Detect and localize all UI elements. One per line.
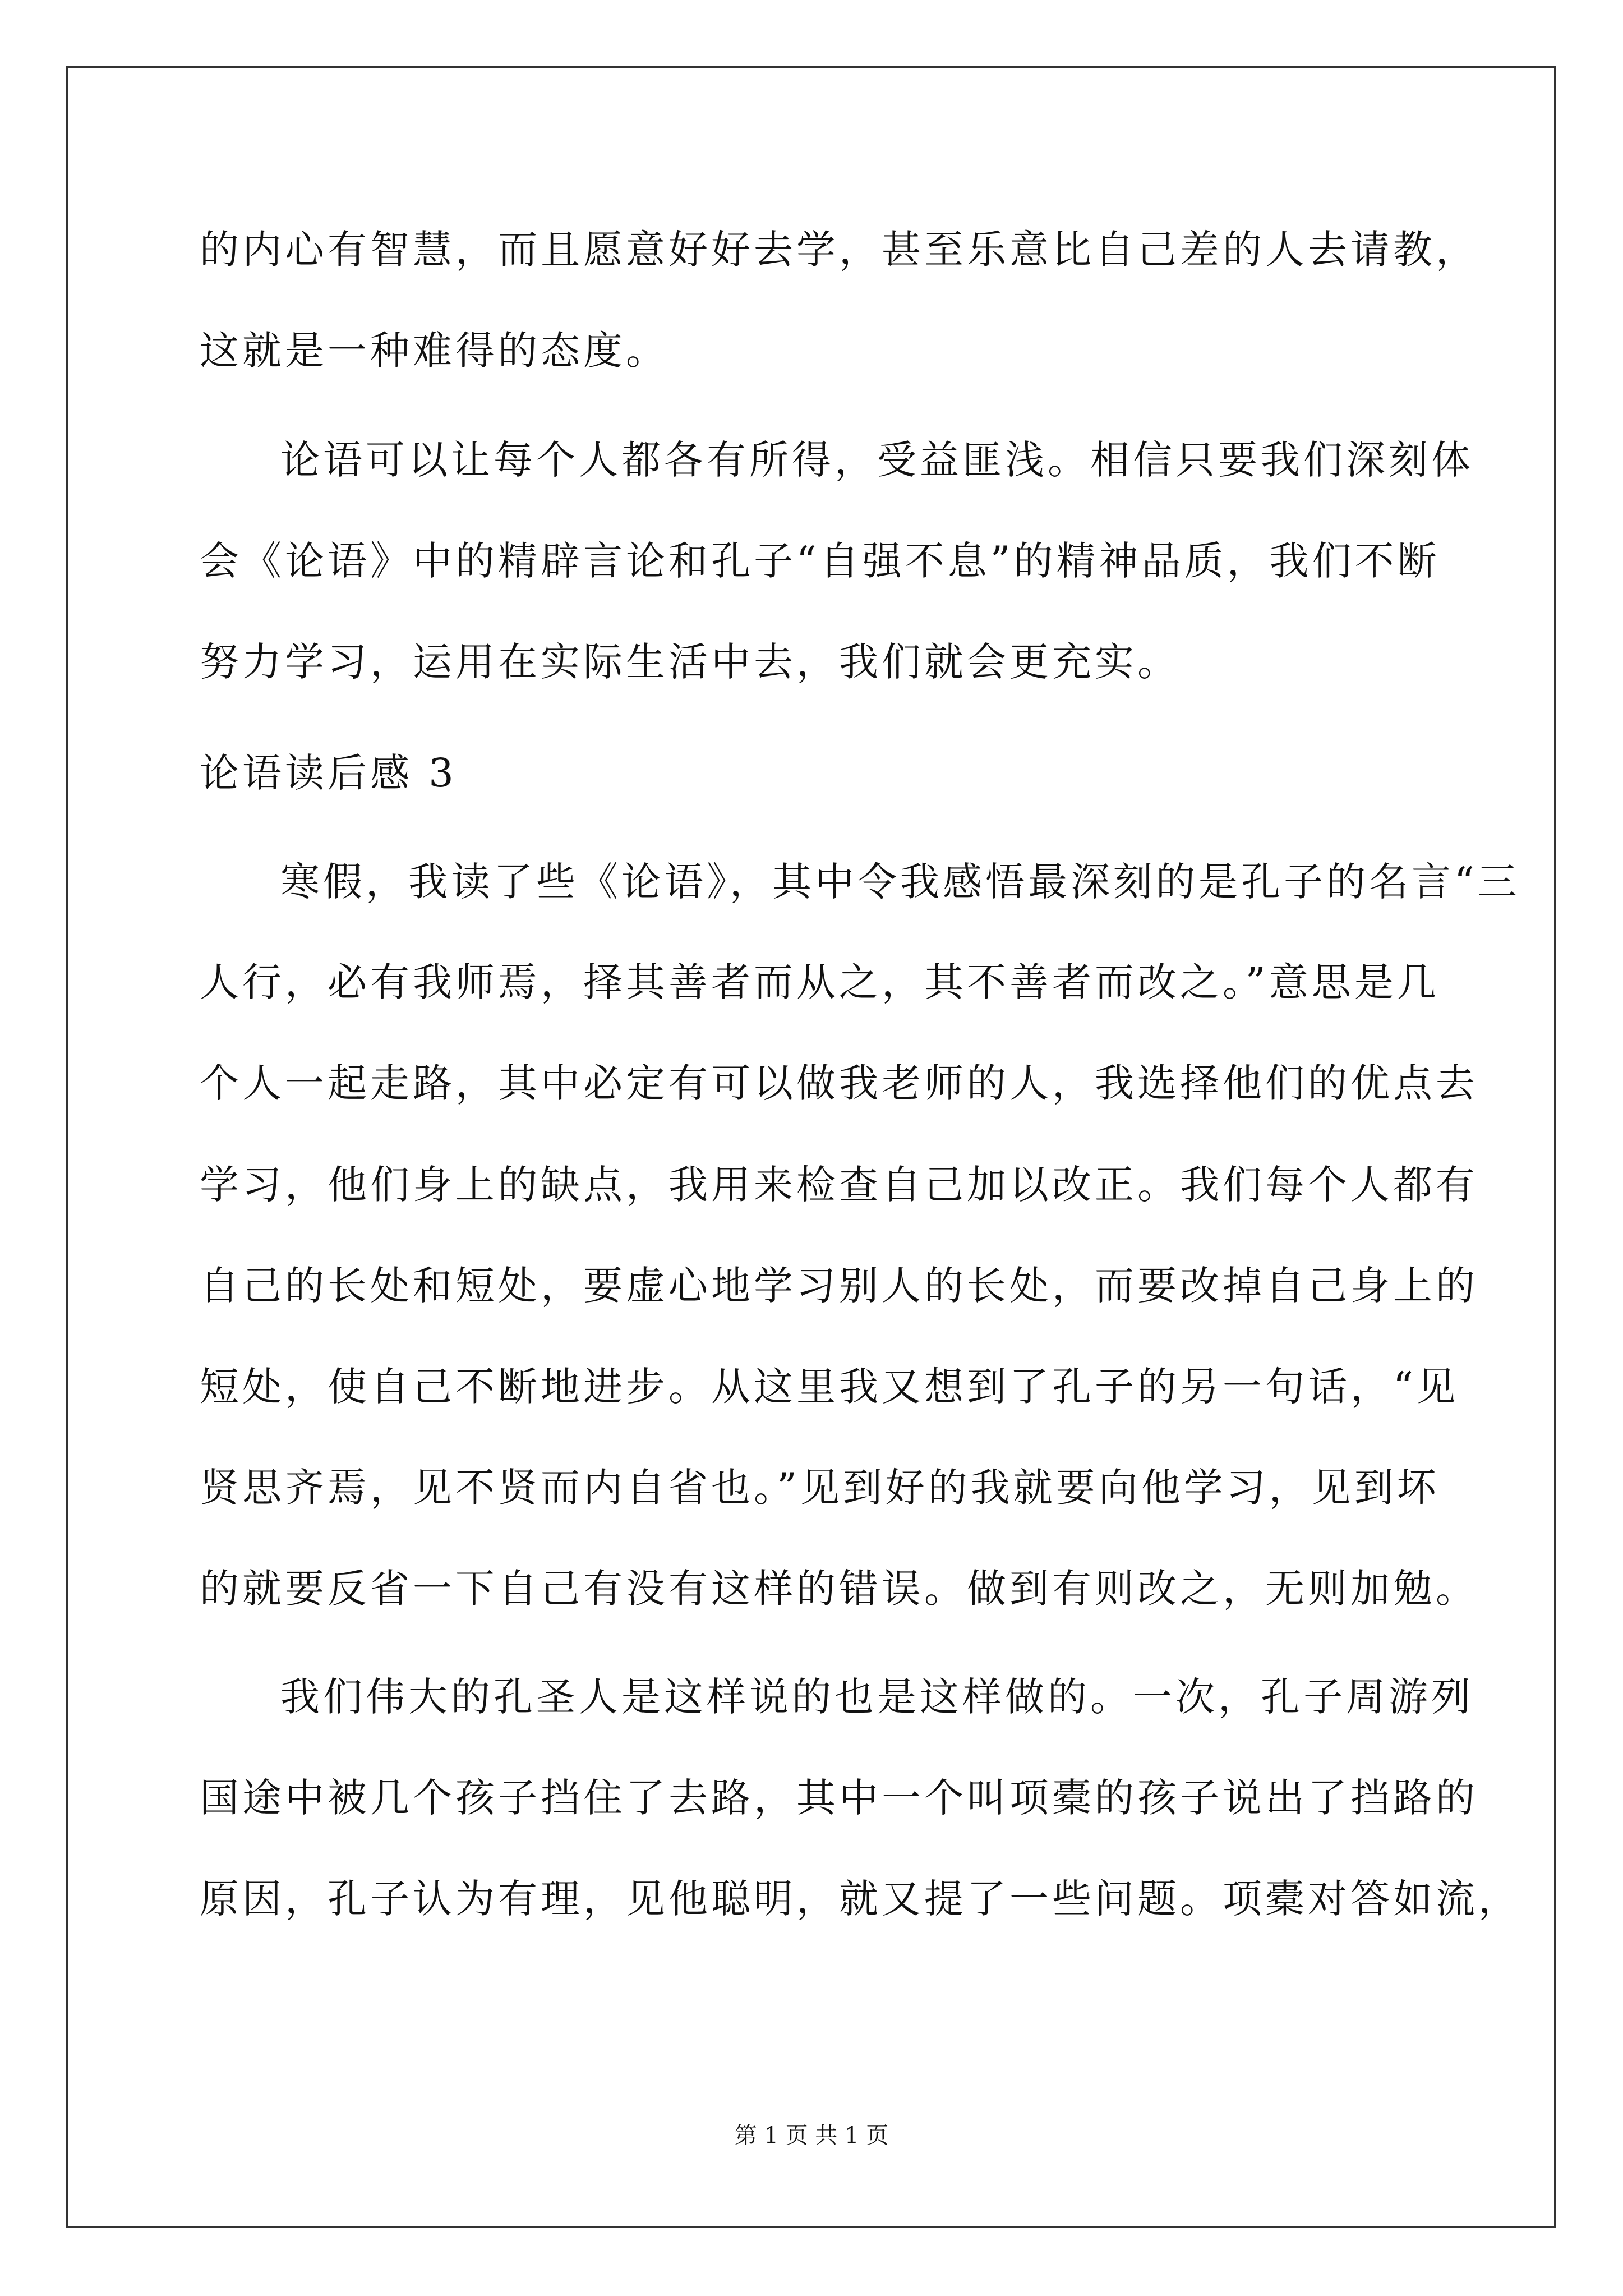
text-line: 人行，必有我师焉，择其善者而从之，其不善者而改之。”意思是几 xyxy=(200,959,1440,1005)
paragraph-start: 我们伟大的孔圣人是这样说的也是这样做的。一次，孔子周游列 xyxy=(280,1674,1474,1720)
text-line: 学习，他们身上的缺点，我用来检查自己加以改正。我们每个人都有 xyxy=(200,1162,1478,1208)
text-line: 自己的长处和短处，要虚心地学习别人的长处，而要改掉自己身上的 xyxy=(200,1263,1478,1309)
text-line: 短处，使自己不断地进步。从这里我又想到了孔子的另一句话，“见 xyxy=(200,1364,1459,1410)
page-footer: 第 1 页 共 1 页 xyxy=(734,2123,889,2148)
text-line: 这就是一种难得的态度。 xyxy=(200,328,668,374)
text-line: 贤思齐焉，见不贤而内自省也。”见到好的我就要向他学习，见到坏 xyxy=(200,1465,1440,1511)
text-line: 的内心有智慧，而且愿意好好去学，甚至乐意比自己差的人去请教， xyxy=(200,227,1478,273)
section-heading: 论语读后感 3 xyxy=(200,750,457,796)
paragraph-start: 论语可以让每个人都各有所得，受益匪浅。相信只要我们深刻体 xyxy=(280,437,1474,483)
text-line: 国途中被几个孩子挡住了去路，其中一个叫项橐的孩子说出了挡路的 xyxy=(200,1775,1478,1821)
paragraph-start: 寒假，我读了些《论语》，其中令我感悟最深刻的是孔子的名言“三 xyxy=(280,859,1520,905)
text-line: 努力学习，运用在实际生活中去，我们就会更充实。 xyxy=(200,639,1180,685)
text-line: 的就要反省一下自己有没有这样的错误。做到有则改之，无则加勉。 xyxy=(200,1566,1478,1612)
text-line: 会《论语》中的精辟言论和孔子“自强不息”的精神品质，我们不断 xyxy=(200,538,1440,584)
text-line: 原因，孔子认为有理，见他聪明，就又提了一些问题。项橐对答如流， xyxy=(200,1876,1521,1922)
text-line: 个人一起走路，其中必定有可以做我老师的人，我选择他们的优点去 xyxy=(200,1060,1478,1106)
